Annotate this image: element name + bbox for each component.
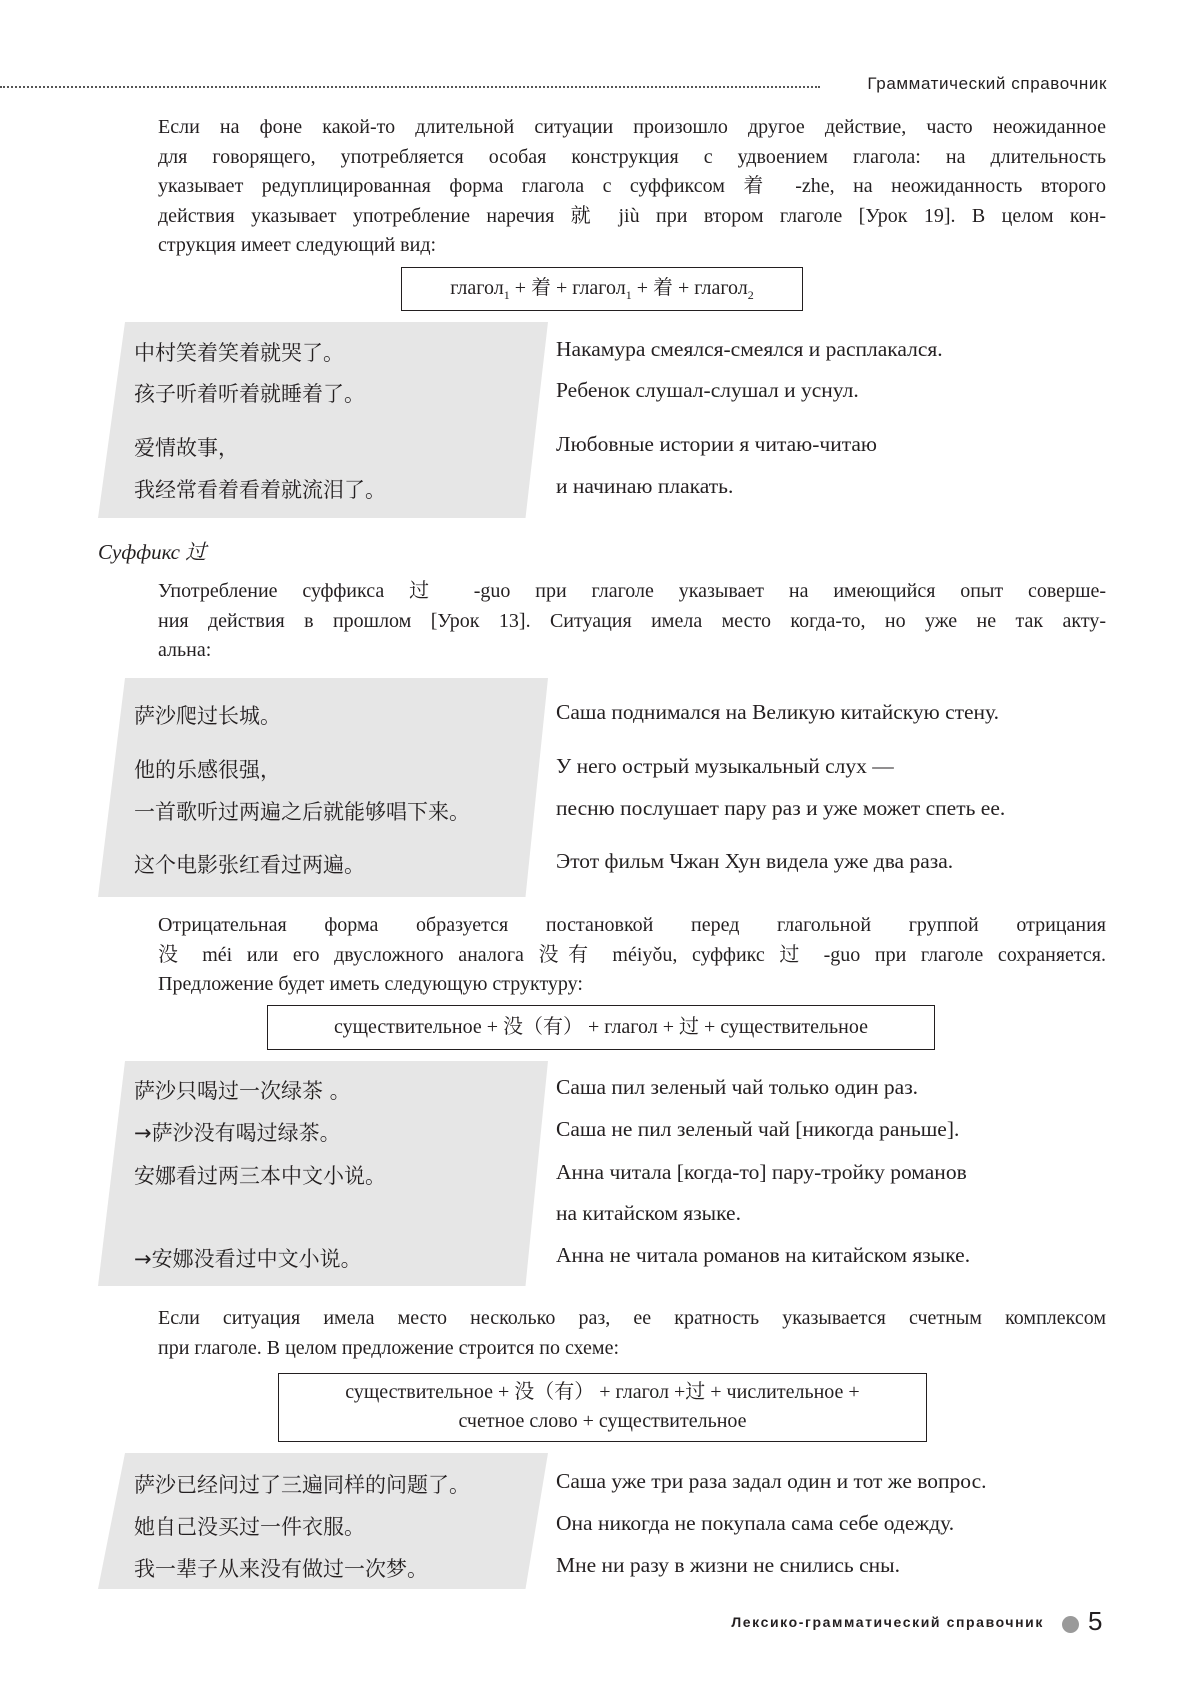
example-chinese: 我经常看着看着就流泪了。 [134,478,386,502]
text-line: 没 méi или его двусложного аналога 没有 méiyǒu, суффикс 过 -guo при глаголе сохраняется. [158,943,1106,966]
paragraph-3 [158,911,1106,1000]
example-translation: Саша поднимался на Великую китайскую стену. [556,700,1000,724]
footer-title: Лексико-грамматический справочник [731,1614,1044,1630]
formula-text: + 着 + глагол [631,277,748,299]
example-chinese: 孩子听着听着就睡着了。 [134,382,365,406]
example-translation: на китайском языке. [556,1201,741,1225]
example-chinese: 萨沙已经问过了三遍同样的问题了。 [134,1473,470,1497]
example-chinese: 她自己没买过一件衣服。 [134,1515,365,1539]
example-translation: Этот фильм Чжан Хун видела уже два раза. [556,849,954,873]
example-translation: У него острый музыкальный слух — [556,754,894,778]
example-chinese: →萨沙没有喝过绿茶。 [134,1121,341,1145]
formula-text: глагол [450,277,504,299]
example-translation: Она никогда не покупала сама себе одежду. [556,1511,955,1535]
example-chinese: →安娜没看过中文小说。 [134,1247,362,1271]
example-chinese: 这个电影张红看过两遍。 [134,853,365,877]
formula-line: существительное + 没（有） + глагол +过 + числительное + [345,1381,860,1403]
text-line: указывает редуплицированная форма глагола с суффиксом 着 -zhe, на неожиданность второго [158,175,1106,197]
example-chinese: 萨沙爬过长城。 [134,704,281,728]
text-line: альна: [158,639,212,661]
example-translation: Любовные истории я читаю-читаю [556,432,877,456]
example-translation: Саша пил зеленый чай только один раз. [556,1075,919,1099]
paragraph-1 [158,113,1106,261]
subscript: 2 [747,288,754,302]
example-translation: Накамура смеялся-смеялся и расплакался. [556,337,943,361]
example-translation: Саша уже три раза задал один и тот же вопрос. [556,1469,987,1493]
text-line: Если ситуация имела место несколько раз, ее кратность указывается счетным комплексом [158,1307,1106,1329]
text-line: Отрицательная форма образуется постановкой перед глагольной группой отрицания [158,914,1106,936]
example-translation: Мне ни разу в жизни не снились сны. [556,1553,900,1577]
example-translation: Анна читала [когда-то] пару-тройку романов [556,1160,967,1184]
running-header: Грамматический справочник [867,74,1107,93]
paragraph-2 [158,577,1106,666]
example-chinese: 萨沙只喝过一次绿茶 。 [134,1079,351,1103]
example-translation: Ребенок слушал-слушал и уснул. [556,378,859,402]
example-translation: Анна не читала романов на китайском языке. [556,1243,971,1267]
text-line: струкция имеет следующий вид: [158,234,437,256]
text-line: для говорящего, употребляется особая конструкция с удвоением глагола: на длительность [158,145,1106,168]
example-chinese: 安娜看过两三本中文小说。 [134,1164,386,1188]
example-translation: Саша не пил зеленый чай [никогда раньше]. [556,1117,960,1141]
text-line: действия указывает употребление наречия 就 jiù при втором глаголе [Урок 19]. В целом кон- [158,204,1106,227]
example-chinese: 中村笑着笑着就哭了。 [134,341,344,365]
example-chinese: 爱情故事， [134,436,239,460]
example-chinese: 一首歌听过两遍之后就能够唱下来。 [134,800,470,824]
formula-box-2: существительное + 没（有） + глагол + 过 + существительное [267,1005,935,1050]
text-line: ния действия в прошлом [Урок 13]. Ситуация имела место когда-то, но уже не так акту- [158,609,1106,632]
text-line: Если на фоне какой-то длительной ситуации произошло другое действие, часто неожиданное [158,116,1106,138]
header-dotted-rule [0,86,820,88]
text-line: Предложение будет иметь следующую структуру: [158,973,583,995]
text-line: Употребление суффикса 过 -guo при глаголе указывает на имеющийся опыт соверше- [158,580,1106,602]
text-line: при глаголе. В целом предложение строится по схеме: [158,1336,620,1359]
subscript: 1 [503,288,510,302]
formula-text: + 着 + глагол [509,277,626,299]
formula-box-1 [401,267,803,311]
page-number: 5 [1088,1606,1103,1636]
paragraph-4 [158,1304,1106,1363]
formula-box-3 [278,1373,927,1442]
footer-dot-icon [1062,1616,1079,1633]
example-chinese: 他的乐感很强， [134,758,281,782]
example-translation: и начинаю плакать. [556,474,734,498]
example-chinese: 我一辈子从来没有做过一次梦。 [134,1557,428,1581]
formula-line: счетное слово + существительное [458,1410,747,1432]
example-translation: песню послушает пару раз и уже может спеть ее. [556,796,1006,820]
section-title: Суффикс 过 [98,540,207,564]
subscript: 1 [625,288,632,302]
